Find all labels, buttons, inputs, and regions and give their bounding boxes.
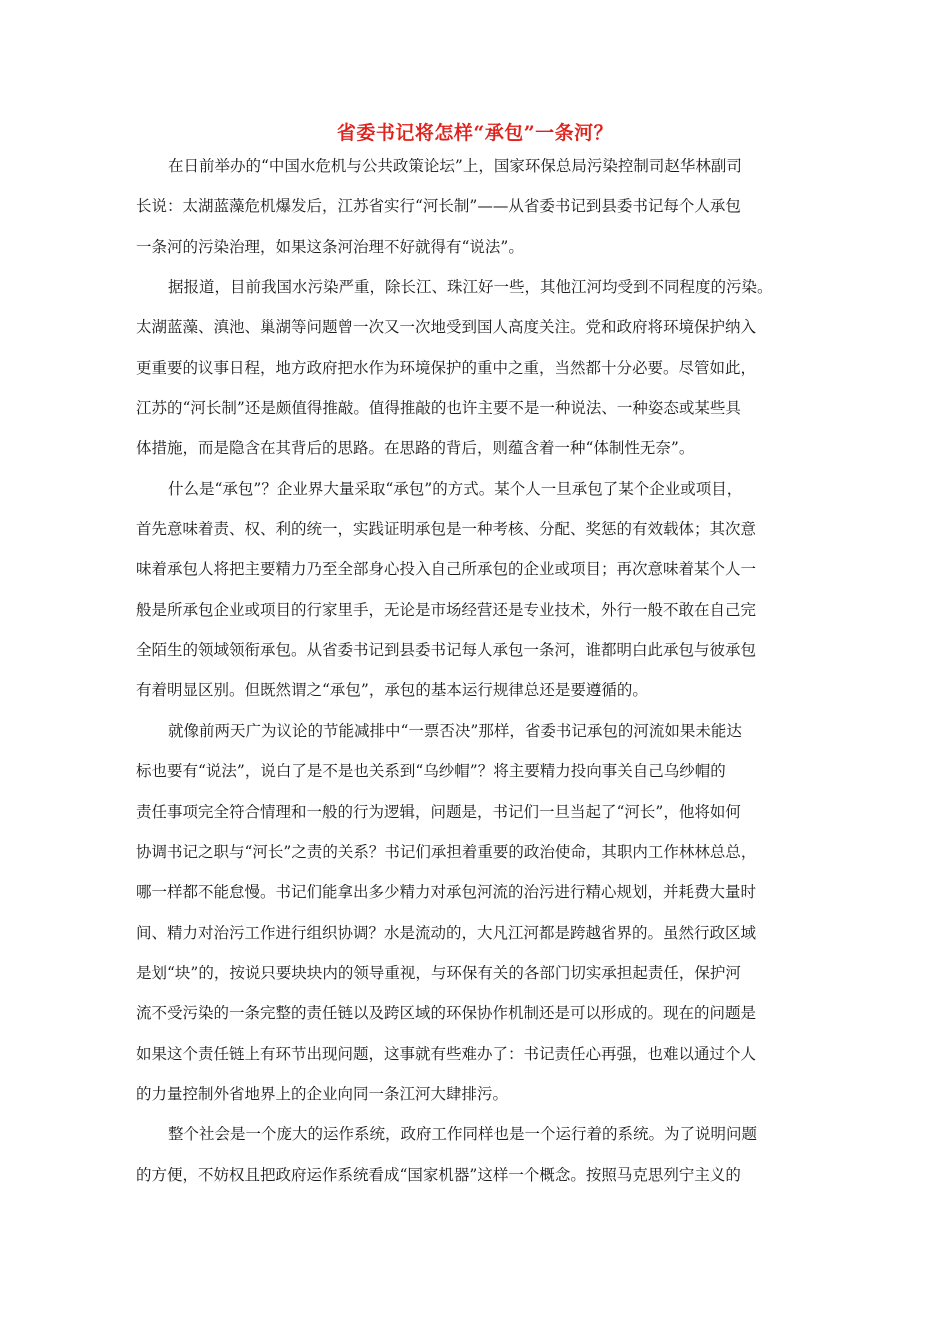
paragraph-1-line-1: 在日前举办的“中国水危机与公共政策论坛”上，国家环保总局污染控制司赵华林副司	[168, 157, 742, 175]
paragraph-3-line-5: 全陌生的领域领衔承包。从省委书记到县委书记每人承包一条河，谁都明白此承包与彼承包	[136, 641, 757, 660]
paragraph-4-line-7: 是划“块”的，按说只要块块内的领导重视，与环保有关的各部门切实承担起责任，保护河	[136, 963, 741, 982]
paragraph-4-line-9: 如果这个责任链上有环节出现问题，这事就有些难办了：书记责任心再强，也难以通过个人	[136, 1044, 757, 1063]
paragraph-4-line-3: 责任事项完全符合情理和一般的行为逻辑，问题是，书记们一旦当起了“河长”，他将如何	[136, 802, 741, 821]
paragraph-2-line-5: 体措施，而是隐含在其背后的思路。在思路的背后，则蕴含着一种“体制性无奈”。	[136, 439, 695, 458]
paragraph-2-line-3: 更重要的议事日程，地方政府把水作为环境保护的重中之重，当然都十分必要。尽管如此，	[136, 358, 757, 377]
paragraph-3-line-1: 什么是“承包”？企业界大量采取“承包”的方式。某个人一旦承包了某个企业或项目，	[168, 479, 743, 498]
paragraph-4-line-10: 的力量控制外省地界上的企业向同一条江河大肆排污。	[136, 1084, 509, 1103]
paragraph-3-line-4: 般是所承包企业或项目的行家里手，无论是市场经营还是专业技术，外行一般不敢在自己完	[136, 600, 757, 619]
paragraph-4-line-8: 流不受污染的一条完整的责任链以及跨区域的环保协作机制还是可以形成的。现在的问题是	[136, 1004, 757, 1023]
paragraph-4-line-1: 就像前两天广为议论的节能减排中“一票否决”那样，省委书记承包的河流如果未能达	[168, 721, 742, 740]
paragraph-4-line-2: 标也要有“说法”，说白了是不是也关系到“乌纱帽”？将主要精力投向事关自己乌纱帽的	[136, 762, 726, 781]
document-body	[136, 150, 826, 1199]
paragraph-1-line-2: 长说：太湖蓝藻危机爆发后，江苏省实行“河长制”——从省委书记到县委书记每个人承包	[136, 197, 741, 216]
paragraph-4-line-4: 协调书记之职与“河长”之责的关系？书记们承担着重要的政治使命，其职内工作林林总总，	[136, 842, 757, 861]
paragraph-5-line-2: 的方便，不妨权且把政府运作系统看成“国家机器”这样一个概念。按照马克思列宁主义的	[136, 1165, 741, 1184]
paragraph-3-line-3: 味着承包人将把主要精力乃至全部身心投入自己所承包的企业或项目；再次意味着某个人一	[136, 560, 757, 579]
document-title: 省委书记将怎样“承包”一条河？	[336, 122, 614, 144]
paragraph-4-line-5: 哪一样都不能怠慢。书记们能拿出多少精力对承包河流的治污进行精心规划，并耗费大量时	[136, 883, 757, 902]
paragraph-3-line-2: 首先意味着责、权、利的统一，实践证明承包是一种考核、分配、奖惩的有效载体；其次意	[136, 520, 757, 539]
paragraph-2-line-1: 据报道，目前我国水污染严重，除长江、珠江好一些，其他江河均受到不同程度的污染。	[168, 278, 773, 297]
paragraph-1-line-3: 一条河的污染治理，如果这条河治理不好就得有“说法”。	[136, 237, 524, 256]
paragraph-5-line-1: 整个社会是一个庞大的运作系统，政府工作同样也是一个运行着的系统。为了说明问题	[168, 1125, 758, 1144]
paragraph-4-line-6: 间、精力对治污工作进行组织协调？水是流动的，大凡江河都是跨越省界的。虽然行政区域	[136, 923, 757, 942]
paragraph-2-line-2: 太湖蓝藻、滇池、巢湖等问题曾一次又一次地受到国人高度关注。党和政府将环境保护纳入	[136, 318, 757, 337]
paragraph-3-line-6: 有着明显区别。但既然谓之“承包”，承包的基本运行规律总还是要遵循的。	[136, 681, 648, 700]
paragraph-2-line-4: 江苏的“河长制”还是颇值得推敲。值得推敲的也许主要不是一种说法、一种姿态或某些具	[136, 399, 741, 418]
